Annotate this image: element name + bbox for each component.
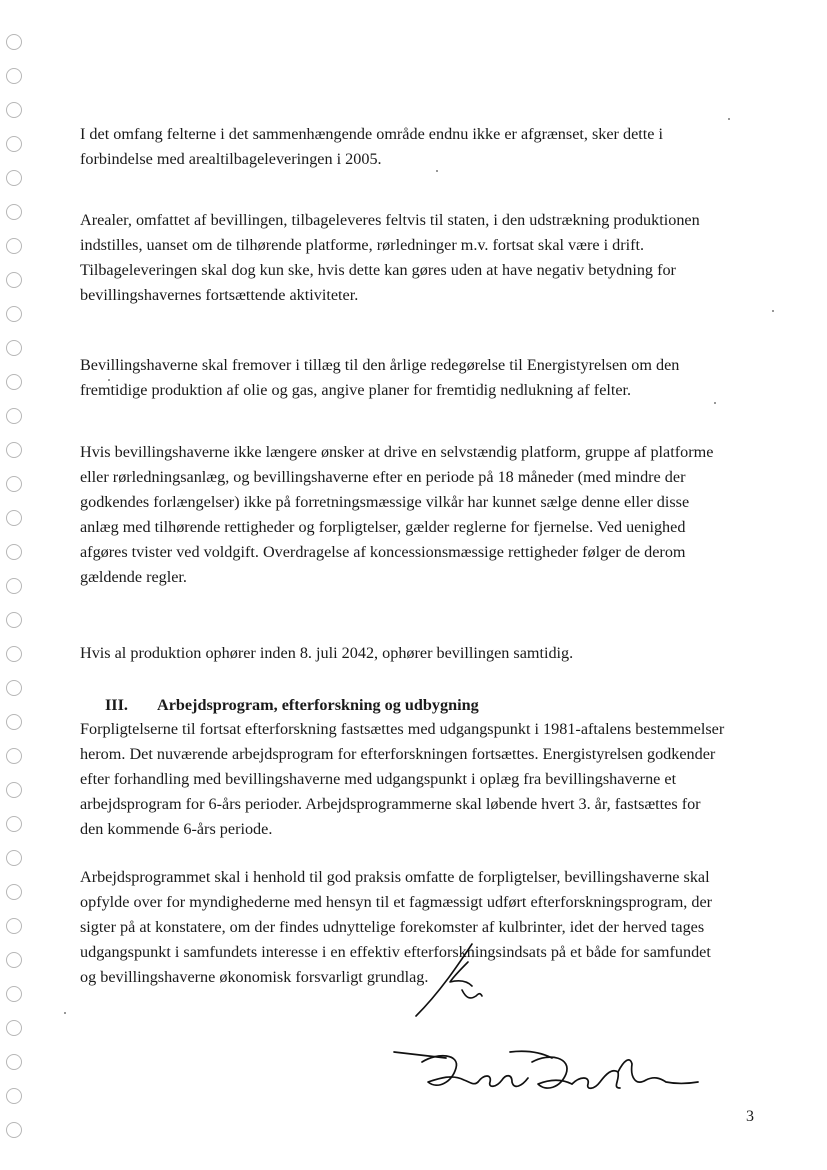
text-line: herom. Det nuværende arbejdsprogram for efterforskningen fortsættes. Energistyrelsen godkender xyxy=(80,745,716,763)
text-line: Forpligtelserne til fortsat efterforskning fastsættes med udgangspunkt i 1981-aftalens bestemmelser xyxy=(80,720,725,738)
text-line: sigter på at konstatere, om der findes udnyttelige forekomster af kulbrinter, idet der herved tages xyxy=(80,918,705,936)
scan-speck xyxy=(64,1012,66,1014)
page-number: 3 xyxy=(746,1108,754,1125)
scan-speck xyxy=(108,379,110,381)
text-line: Hvis al produktion ophører inden 8. juli 2042, ophører bevillingen samtidig. xyxy=(80,644,574,662)
text-line: gældende regler. xyxy=(80,568,187,586)
text-line: eller rørledningsanlæg, og bevillingshaverne efter en periode på 18 måneder (med mindre der xyxy=(80,468,686,486)
text-line: og bevillingshaverne økonomisk forsvarligt grundlag. xyxy=(80,968,429,986)
text-line: I det omfang felterne i det sammenhængende område endnu ikke er afgrænset, sker dette i xyxy=(80,125,663,143)
text-line: bevillingshavernes fortsættende aktiviteter. xyxy=(80,286,359,304)
text-line: opfylde over for myndighederne med hensyn til et fagmæssigt udført efterforskningsprogram, der xyxy=(80,893,713,911)
text-line: den kommende 6-års periode. xyxy=(80,820,273,838)
text-line: fremtidige produktion af olie og gas, angive planer for fremtidig nedlukning af felter. xyxy=(80,381,632,399)
text-line: efter forhandling med bevillingshaverne med udgangspunkt i oplæg fra bevillingshaverne et xyxy=(80,770,677,788)
text-line: arbejdsprogram for 6-års perioder. Arbejdsprogrammerne skal løbende hvert 3. år, fastsættes for xyxy=(80,795,701,813)
scan-speck xyxy=(436,170,438,172)
text-line: Hvis bevillingshaverne ikke længere ønsker at drive en selvstændig platform, gruppe af platforme xyxy=(80,443,714,461)
section-number: III. xyxy=(105,696,128,714)
text-line: udgangspunkt i samfundets interesse i en effektiv efterforskningsindsats på et både for samfundet xyxy=(80,943,711,961)
text-line: anlæg med tilhørende rettigheder og forpligtelser, gælder reglerne for fjernelse. Ved uenighed xyxy=(80,518,686,536)
text-line: forbindelse med arealtilbageleveringen i 2005. xyxy=(80,150,382,168)
text-line: Arbejdsprogrammet skal i henhold til god praksis omfatte de forpligtelser, bevillingshaverne skal xyxy=(80,868,710,886)
signature xyxy=(394,1051,698,1088)
initials-mark xyxy=(416,944,482,1016)
scan-speck xyxy=(728,118,730,120)
text-line: indstilles, uanset om de tilhørende platforme, rørledninger m.v. fortsat skal være i drift. xyxy=(80,236,645,254)
text-line: godkendes forlængelser) ikke på forretningsmæssige vilkår har kunnet sælge denne eller disse xyxy=(80,493,690,511)
scan-speck xyxy=(772,310,774,312)
section-title: Arbejdsprogram, efterforskning og udbygning xyxy=(157,696,479,714)
text-line: Arealer, omfattet af bevillingen, tilbageleveres feltvis til staten, i den udstrækning produktionen xyxy=(80,211,700,229)
text-line: afgøres tvister ved voldgift. Overdragelse af koncessionsmæssige rettigheder følger de derom xyxy=(80,543,686,561)
text-line: Bevillingshaverne skal fremover i tillæg til den årlige redegørelse til Energistyrelsen om den xyxy=(80,356,680,374)
text-line: Tilbageleveringen skal dog kun ske, hvis dette kan gøres uden at have negativ betydning for xyxy=(80,261,676,279)
scan-speck xyxy=(714,402,716,404)
